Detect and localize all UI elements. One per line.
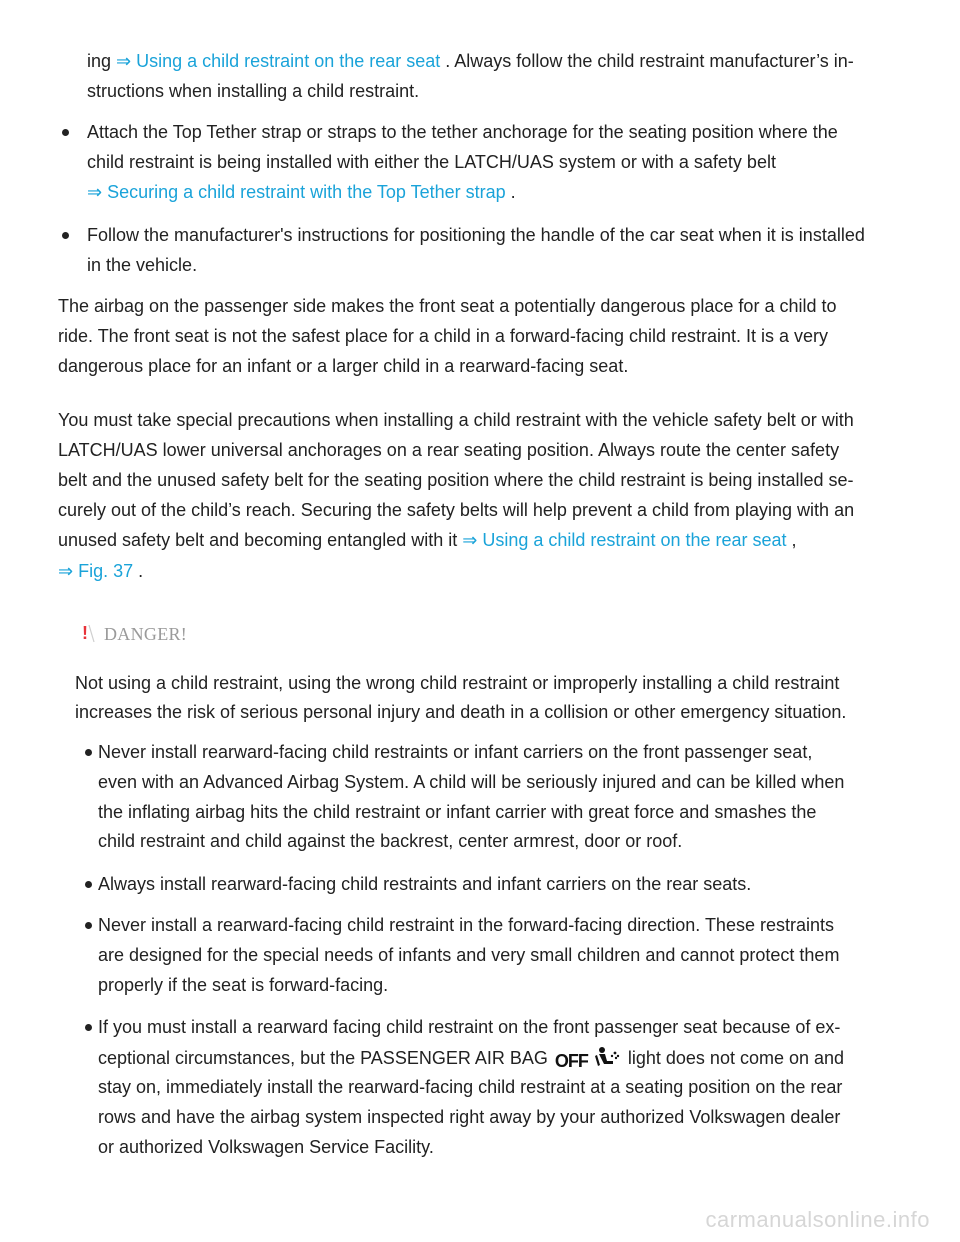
text: light does not come on and [622, 1048, 845, 1068]
text-line [87, 181, 516, 203]
bullet-dot [85, 881, 92, 888]
text-line: child restraint is being installed with either the LATCH/UAS system or with a safety belt [87, 152, 776, 172]
text-line: LATCH/UAS lower universal anchorages on a rear seating position. Always route the center safety [58, 440, 840, 460]
text-line: Attach the Top Tether strap or straps to the tether anchorage for the seating position where the [87, 122, 838, 142]
text-line: Never install rearward-facing child restraints or infant carriers on the front passenger seat, [98, 742, 813, 762]
link-rear-seat-2[interactable]: ⇒ Using a child restraint on the rear seat [462, 530, 787, 550]
watermark: carmanualsonline.info [705, 1207, 930, 1232]
bullet-dot [62, 232, 69, 239]
text: . Always follow the child restraint manufacturer’s in- [440, 51, 854, 71]
text: . [133, 561, 144, 581]
link-rear-seat[interactable]: ⇒ Using a child restraint on the rear seat [116, 51, 441, 71]
text-line: Not using a child restraint, using the wrong child restraint or improperly installing a child restraint [75, 673, 840, 693]
text-line: curely out of the child’s reach. Securing the safety belts will help prevent a child from playing with an [58, 500, 855, 520]
text-line: or authorized Volkswagen Service Facility. [98, 1137, 434, 1157]
text-line: increases the risk of serious personal injury and death in a collision or other emergency situation. [75, 702, 847, 722]
text-line: even with an Advanced Airbag System. A child will be seriously injured and can be killed when [98, 772, 845, 792]
airbag-off-indicator-icon: OFF [554, 1051, 588, 1071]
text-line: child restraint and child against the backrest, center armrest, door or roof. [98, 831, 683, 851]
text: unused safety belt and becoming entangled with it [58, 530, 463, 550]
bullet-dot [85, 922, 92, 929]
text-line [58, 560, 143, 582]
danger-heading [78, 622, 187, 646]
text-line: You must take special precautions when installing a child restraint with the vehicle safety belt or with [58, 410, 854, 430]
bullet-dot [85, 749, 92, 756]
passenger-airbag-icon [594, 1046, 620, 1068]
text-line: Follow the manufacturer's instructions for positioning the handle of the car seat when it is installed [87, 225, 865, 245]
text-line: the inflating airbag hits the child restraint or infant carrier with great force and smashes the [98, 802, 817, 822]
text-line: Never install a rearward-facing child restraint in the forward-facing direction. These restraints [98, 915, 834, 935]
text-line: properly if the seat is forward-facing. [98, 975, 389, 995]
text-line [87, 50, 854, 72]
text-line: rows and have the airbag system inspected right away by your authorized Volkswagen dealer [98, 1107, 841, 1127]
bullet-dot [62, 129, 69, 136]
text-line: dangerous place for an infant or a larger child in a rearward-facing seat. [58, 356, 629, 376]
text-line: are designed for the special needs of infants and very small children and cannot protect them [98, 945, 840, 965]
text-line: ride. The front seat is not the safest place for a child in a forward-facing child restraint. It is a very [58, 326, 829, 346]
bullet-dot [85, 1024, 92, 1031]
text: ceptional circumstances, but the PASSENGER AIR BAG [98, 1048, 553, 1068]
text-line: Always install rearward-facing child restraints and infant carriers on the rear seats. [98, 874, 752, 894]
text-line: The airbag on the passenger side makes the front seat a potentially dangerous place for a child to [58, 296, 837, 316]
link-fig-37[interactable]: ⇒ Fig. 37 [58, 561, 134, 581]
text-line: in the vehicle. [87, 255, 198, 275]
text-line: belt and the unused safety belt for the seating position where the child restraint is being installed se- [58, 470, 854, 490]
text-line [98, 1046, 844, 1072]
text: , [786, 530, 797, 550]
text-line [58, 529, 797, 551]
text: . [505, 182, 516, 202]
link-top-tether[interactable]: ⇒ Securing a child restraint with the Top Tether strap [87, 182, 506, 202]
svg-text:!: ! [82, 623, 88, 643]
text-line: stay on, immediately install the rearward-facing child restraint at a seating position on the rear [98, 1077, 843, 1097]
text-line: If you must install a rearward facing child restraint on the front passenger seat because of ex- [98, 1017, 841, 1037]
text-line: structions when installing a child restraint. [87, 81, 420, 101]
text: ing [87, 51, 117, 71]
warning-exclamation-icon [78, 622, 96, 646]
danger-title: DANGER! [104, 623, 188, 644]
